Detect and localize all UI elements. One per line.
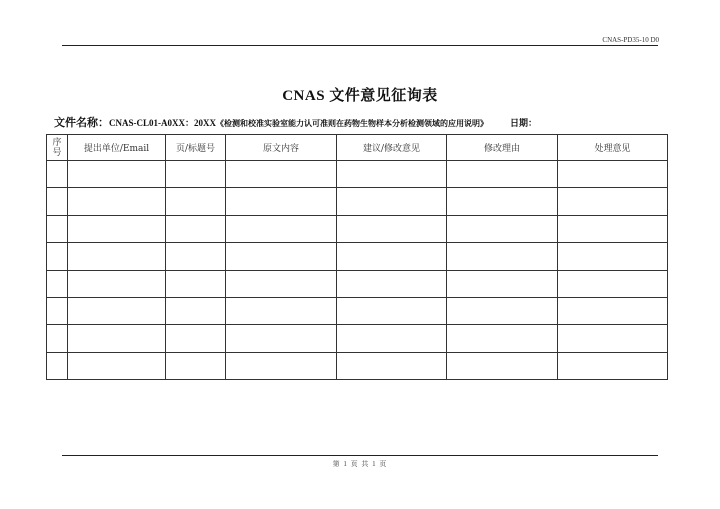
cell-unit-email[interactable] <box>68 215 166 242</box>
cell-original-content[interactable] <box>226 297 337 324</box>
cell-handling[interactable] <box>558 352 668 379</box>
col-header-page-title-no: 页/标题号 <box>166 135 226 161</box>
table-header-row <box>47 135 668 161</box>
cell-page-title-no[interactable] <box>166 297 226 324</box>
page-title: CNAS 文件意见征询表 <box>282 88 438 104</box>
cell-suggestion[interactable] <box>337 297 447 324</box>
cell-original-content[interactable] <box>226 352 337 379</box>
cell-original-content[interactable] <box>226 188 337 215</box>
cell-page-title-no[interactable] <box>166 243 226 270</box>
cell-suggestion[interactable] <box>337 161 447 188</box>
cell-unit-email[interactable] <box>68 297 166 324</box>
cell-seq[interactable] <box>47 325 68 352</box>
cell-page-title-no[interactable] <box>166 188 226 215</box>
cell-suggestion[interactable] <box>337 270 447 297</box>
table-row <box>47 352 668 379</box>
cell-seq[interactable] <box>47 188 68 215</box>
cell-page-title-no[interactable] <box>166 325 226 352</box>
cell-seq[interactable] <box>47 161 68 188</box>
cell-handling[interactable] <box>558 243 668 270</box>
col-header-handling: 处理意见 <box>558 135 668 161</box>
table-row <box>47 215 668 242</box>
cell-suggestion[interactable] <box>337 188 447 215</box>
cell-seq[interactable] <box>47 243 68 270</box>
col-header-reason: 修改理由 <box>447 135 558 161</box>
page-number: 第 1 页 共 1 页 <box>332 460 388 468</box>
cell-seq[interactable] <box>47 270 68 297</box>
cell-original-content[interactable] <box>226 215 337 242</box>
cell-handling[interactable] <box>558 297 668 324</box>
cell-handling[interactable] <box>558 215 668 242</box>
cell-reason[interactable] <box>447 270 558 297</box>
cell-reason[interactable] <box>447 352 558 379</box>
cell-handling[interactable] <box>558 270 668 297</box>
table-row <box>47 161 668 188</box>
cell-seq[interactable] <box>47 297 68 324</box>
header-rule <box>62 45 658 46</box>
cell-unit-email[interactable] <box>68 325 166 352</box>
col-header-seq: 序 号 <box>47 135 68 161</box>
cell-handling[interactable] <box>558 325 668 352</box>
cell-reason[interactable] <box>447 297 558 324</box>
cell-unit-email[interactable] <box>68 270 166 297</box>
col-header-suggestion: 建议/修改意见 <box>337 135 447 161</box>
cell-handling[interactable] <box>558 188 668 215</box>
file-code: CNAS-CL01-A0XX：20XX <box>109 118 216 128</box>
cell-reason[interactable] <box>447 188 558 215</box>
cell-handling[interactable] <box>558 161 668 188</box>
cell-page-title-no[interactable] <box>166 215 226 242</box>
cell-reason[interactable] <box>447 325 558 352</box>
document-code: CNAS-PD35-10 D0 <box>602 36 659 44</box>
cell-reason[interactable] <box>447 243 558 270</box>
cell-suggestion[interactable] <box>337 352 447 379</box>
cell-suggestion[interactable] <box>337 325 447 352</box>
col-header-unit-email: 提出单位/Email <box>68 135 166 161</box>
feedback-table <box>46 134 668 380</box>
table-row <box>47 188 668 215</box>
cell-original-content[interactable] <box>226 270 337 297</box>
table-row <box>47 270 668 297</box>
table-row <box>47 325 668 352</box>
cell-original-content[interactable] <box>226 161 337 188</box>
table-row <box>47 297 668 324</box>
file-info-line <box>54 114 537 130</box>
cell-seq[interactable] <box>47 215 68 242</box>
cell-reason[interactable] <box>447 215 558 242</box>
date-label: 日期： <box>510 119 538 129</box>
cell-suggestion[interactable] <box>337 243 447 270</box>
cell-unit-email[interactable] <box>68 161 166 188</box>
cell-page-title-no[interactable] <box>166 161 226 188</box>
col-header-original-content: 原文内容 <box>226 135 337 161</box>
cell-seq[interactable] <box>47 352 68 379</box>
footer-rule <box>62 455 658 456</box>
cell-original-content[interactable] <box>226 325 337 352</box>
cell-original-content[interactable] <box>226 243 337 270</box>
file-title: 《检测和校准实验室能力认可准则在药物生物样本分析检测领域的应用说明》 <box>216 119 488 128</box>
cell-page-title-no[interactable] <box>166 270 226 297</box>
cell-page-title-no[interactable] <box>166 352 226 379</box>
cell-reason[interactable] <box>447 161 558 188</box>
file-name-label: 文件名称： <box>54 116 109 129</box>
cell-unit-email[interactable] <box>68 188 166 215</box>
cell-suggestion[interactable] <box>337 215 447 242</box>
cell-unit-email[interactable] <box>68 243 166 270</box>
table-row <box>47 243 668 270</box>
cell-unit-email[interactable] <box>68 352 166 379</box>
